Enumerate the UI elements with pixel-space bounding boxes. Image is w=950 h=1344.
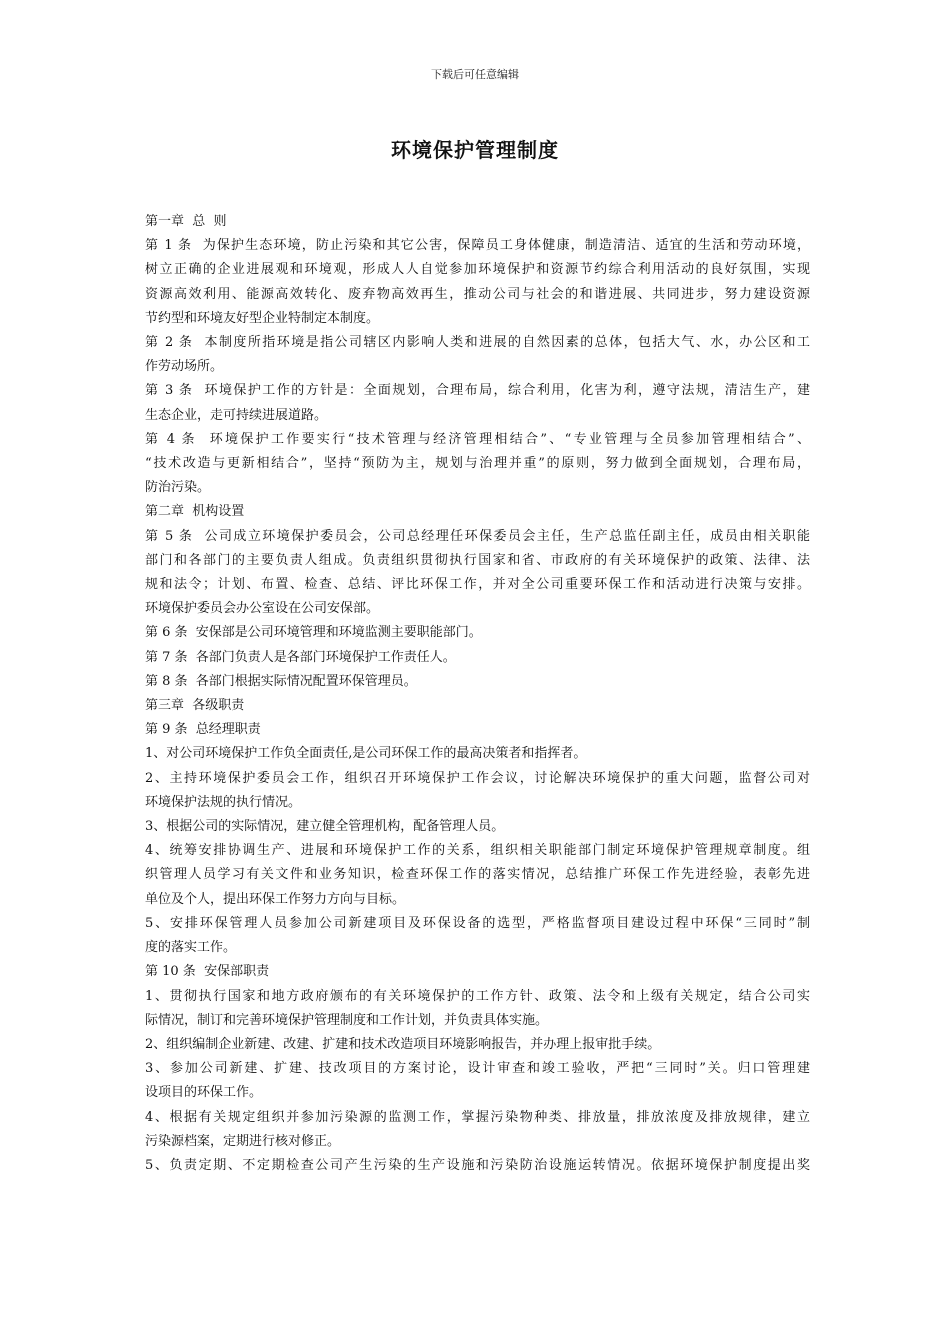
document-body	[145, 210, 810, 1178]
body-line: 织管理人员学习有关文件和业务知识，检查环保工作的落实情况，总结推广环保工作先进经验，表彰先进	[145, 867, 810, 883]
body-line: 防治污染。	[145, 480, 211, 496]
header-note: 下载后可任意编辑	[431, 68, 519, 81]
body-line: 第 6 条 安保部是公司环境管理和环境监测主要职能部门。	[145, 625, 482, 641]
body-line: 5、负责定期、不定期检查公司产生污染的生产设施和污染防治设施运转情况。依据环境保护制度提出奖	[145, 1157, 810, 1173]
body-line: 资源高效利用、能源高效转化、废弃物高效再生，推动公司与社会的和谐进展、共同进步，努力建设资源	[145, 286, 810, 302]
body-line: 第二章 机构设置	[145, 504, 245, 520]
body-line: 1、贯彻执行国家和地方政府颁布的有关环境保护的工作方针、政策、法令和上级有关规定，结合公司实	[145, 988, 810, 1004]
body-line: 第三章 各级职责	[145, 698, 245, 714]
body-line: 第 8 条 各部门根据实际情况配置环保管理员。	[145, 673, 417, 689]
body-line: 第 2 条 本制度所指环境是指公司辖区内影响人类和进展的自然因素的总体，包括大气、水，办公区和工	[145, 335, 810, 351]
body-line: 4、根据有关规定组织并参加污染源的监测工作，掌握污染物种类、排放量，排放浓度及排放规律，建立	[145, 1109, 810, 1125]
body-line: 树立正确的企业进展观和环境观，形成人人自觉参加环境保护和资源节约综合利用活动的良好氛围，实现	[145, 262, 810, 278]
body-line: 第 10 条 安保部职责	[145, 964, 270, 980]
body-line: 作劳动场所。	[145, 359, 224, 375]
body-line: 污染源档案，定期进行核对修正。	[145, 1133, 341, 1149]
body-line: 第 1 条 为保护生态环境，防止污染和其它公害，保障员工身体健康，制造清洁、适宜的生活和劳动环境，	[145, 238, 810, 254]
body-line: 节约型和环境友好型企业特制定本制度。	[145, 310, 380, 326]
body-line: 3、参加公司新建、扩建、技改项目的方案讨论，设计审查和竣工验收，严把“三同时”关。归口管理建	[145, 1061, 810, 1077]
body-line: 部门和各部门的主要负责人组成。负责组织贯彻执行国家和省、市政府的有关环境保护的政策、法律、法	[145, 552, 810, 568]
body-line: 第 9 条 总经理职责	[145, 722, 261, 738]
body-line: 5、安排环保管理人员参加公司新建项目及环保设备的选型，严格监督项目建设过程中环保“三同时”制	[145, 915, 810, 931]
body-line: 第 7 条 各部门负责人是各部门环境保护工作责任人。	[145, 649, 456, 665]
body-line: 2、主持环境保护委员会工作，组织召开环境保护工作会议，讨论解决环境保护的重大问题，监督公司对	[145, 770, 810, 786]
body-line: 环境保护法规的执行情况。	[145, 794, 302, 810]
body-line: 环境保护委员会办公室设在公司安保部。	[145, 601, 380, 617]
body-line: 单位及个人，提出环保工作努力方向与目标。	[145, 891, 406, 907]
body-line: 4、统筹安排协调生产、进展和环境保护工作的关系，组织相关职能部门制定环境保护管理规章制度。组	[145, 843, 810, 859]
body-line: 第 4 条 环境保护工作要实行“技术管理与经济管理相结合”、“专业管理与全员参加管理相结合”、	[145, 431, 810, 447]
body-line: 3、根据公司的实际情况，建立健全管理机构，配备管理人员。	[145, 819, 505, 835]
body-line: 度的落实工作。	[145, 940, 237, 956]
document-title: 环境保护管理制度	[391, 138, 559, 162]
body-line: 第 5 条 公司成立环境保护委员会，公司总经理任环保委员会主任，生产总监任副主任，成员由相关职能	[145, 528, 810, 544]
body-line: 生态企业，走可持续进展道路。	[145, 407, 328, 423]
body-line: 2、组织编制企业新建、改建、扩建和技术改造项目环境影响报告，并办理上报审批手续。	[145, 1036, 661, 1052]
body-line: 际情况，制订和完善环境保护管理制度和工作计划，并负责具体实施。	[145, 1012, 549, 1028]
body-line: 规和法令；计划、布置、检查、总结、评比环保工作，并对全公司重要环保工作和活动进行决策与安排。	[145, 577, 810, 593]
body-line: 第 3 条 环境保护工作的方针是：全面规划，合理布局，综合利用，化害为利，遵守法规，清洁生产，建	[145, 383, 810, 399]
body-line: 1、对公司环境保护工作负全面责任,是公司环保工作的最高决策者和指挥者。	[145, 746, 587, 762]
body-line: 第一章 总 则	[145, 214, 227, 229]
body-line: “技术改造与更新相结合”，坚持“预防为主，规划与治理并重”的原则，努力做到全面规划，合理布局，	[145, 456, 810, 472]
body-line: 设项目的环保工作。	[145, 1085, 263, 1101]
